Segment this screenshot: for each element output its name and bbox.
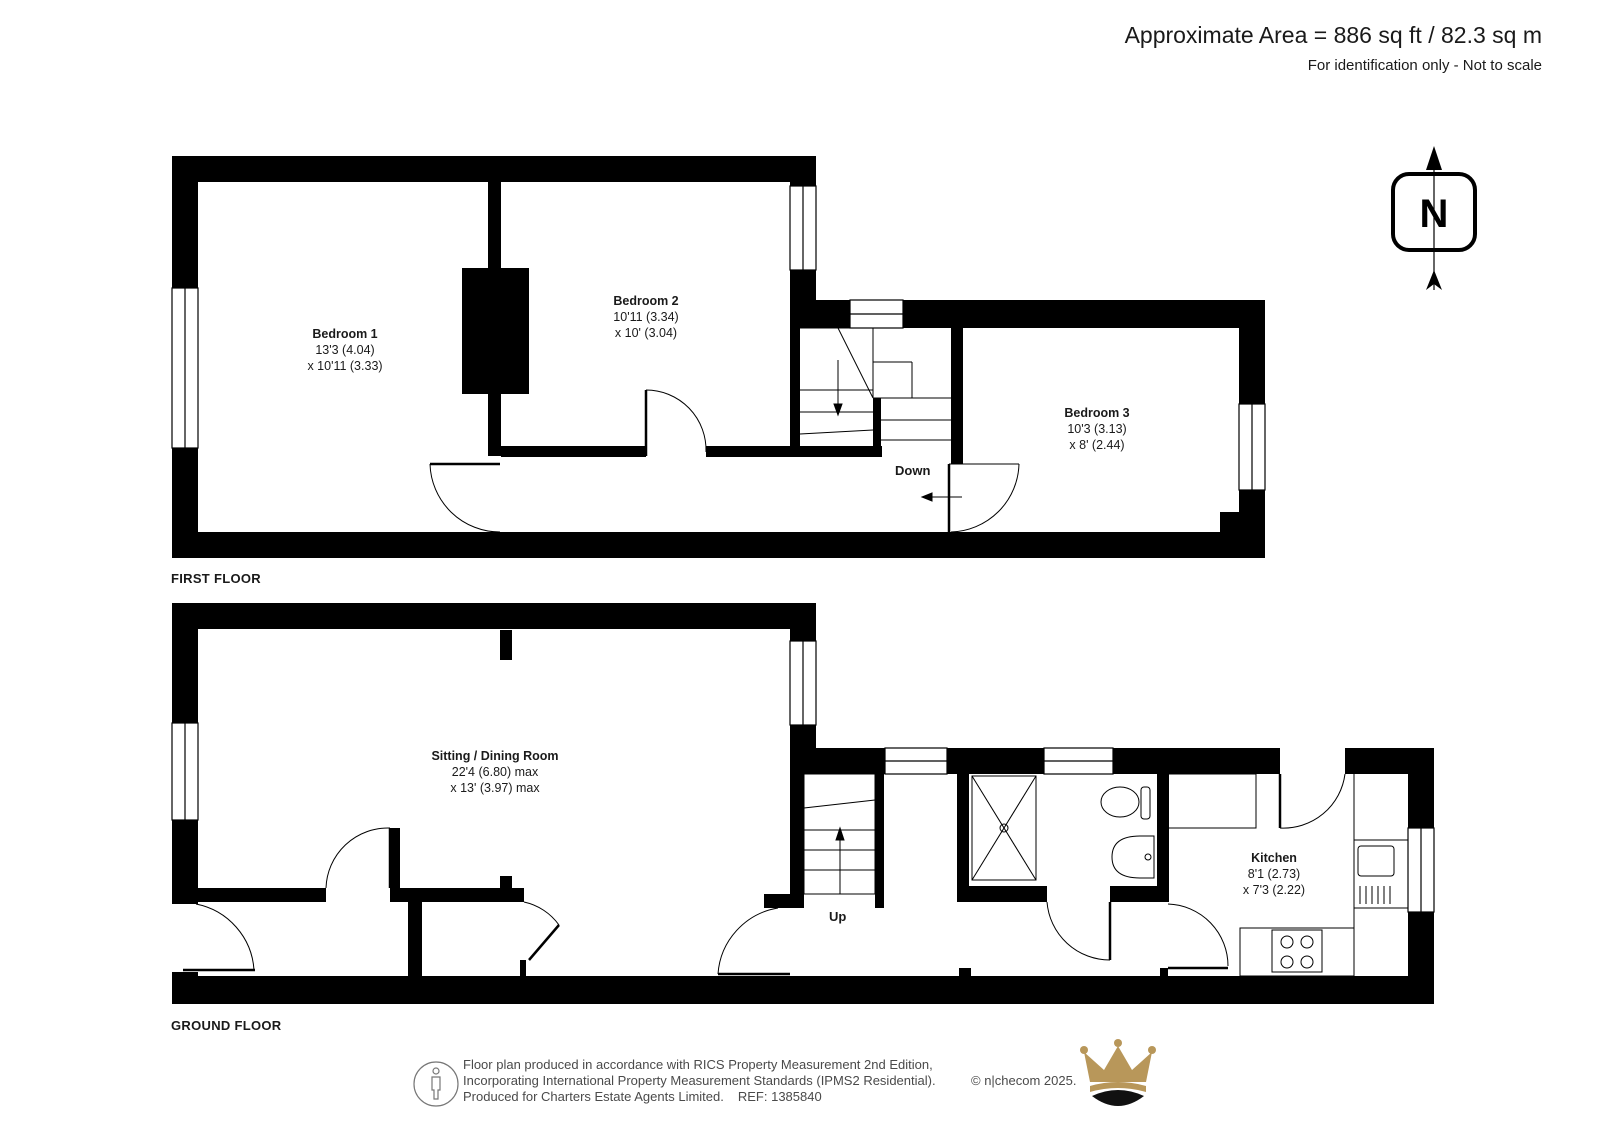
room-bedroom-1 bbox=[270, 326, 420, 374]
room-dimension: 8'1 (2.73) bbox=[1247, 867, 1301, 881]
footer-line-2: Incorporating International Property Measurement Standards (IPMS2 Residential). bbox=[463, 1073, 936, 1088]
room-name: Bedroom 3 bbox=[1064, 406, 1130, 420]
crown-logo-icon bbox=[1080, 1039, 1156, 1106]
room-dimension: x 10'11 (3.33) bbox=[307, 359, 383, 373]
person-icon bbox=[414, 1062, 458, 1106]
north-arrow-icon bbox=[1393, 146, 1475, 290]
approximate-area: Approximate Area = 886 sq ft / 82.3 sq m bbox=[1124, 22, 1542, 48]
footer-notes bbox=[463, 1057, 936, 1105]
room-dimension: x 7'3 (2.22) bbox=[1242, 883, 1306, 897]
room-dimension: x 10' (3.04) bbox=[614, 326, 678, 340]
room-dimension: 13'3 (4.04) bbox=[315, 343, 375, 357]
footer-line-1: Floor plan produced in accordance with RICS Property Measurement 2nd Edition, bbox=[463, 1057, 933, 1072]
toilet-icon bbox=[1101, 787, 1139, 817]
room-name: Bedroom 1 bbox=[312, 327, 378, 341]
bathroom-fixtures bbox=[972, 776, 1154, 880]
room-name: Sitting / Dining Room bbox=[431, 749, 559, 763]
sink-icon bbox=[1354, 840, 1408, 908]
footer-line-3 bbox=[463, 1089, 936, 1105]
footer-produced-for: Produced for Charters Estate Agents Limited. bbox=[463, 1089, 724, 1104]
room-name: Bedroom 2 bbox=[613, 294, 679, 308]
room-kitchen bbox=[1214, 850, 1334, 898]
room-sitting-dining bbox=[400, 748, 590, 796]
room-name: Kitchen bbox=[1251, 851, 1297, 865]
ground-floor-stairs bbox=[804, 774, 875, 894]
identification-note: For identification only - Not to scale bbox=[1307, 57, 1542, 74]
compass-letter: N bbox=[1419, 192, 1449, 236]
hob-icon bbox=[1272, 930, 1322, 972]
footer-ref: REF: 1385840 bbox=[737, 1089, 822, 1104]
room-dimension: 10'3 (3.13) bbox=[1067, 422, 1127, 436]
room-bedroom-3 bbox=[1022, 405, 1172, 453]
copyright-text: © n|checom 2025. bbox=[971, 1073, 1077, 1088]
first-floor-label: FIRST FLOOR bbox=[171, 571, 261, 586]
stairs-down-label: Down bbox=[895, 463, 931, 478]
room-dimension: x 8' (2.44) bbox=[1069, 438, 1125, 452]
basin-icon bbox=[1112, 836, 1154, 878]
stairs-up-label: Up bbox=[829, 909, 847, 924]
room-dimension: 10'11 (3.34) bbox=[613, 310, 679, 324]
room-dimension: 22'4 (6.80) max bbox=[451, 765, 539, 779]
ground-floor-label: GROUND FLOOR bbox=[171, 1018, 282, 1033]
ground-floor-doors bbox=[183, 774, 1345, 974]
room-dimension: x 13' (3.97) max bbox=[450, 781, 540, 795]
first-floor-doors bbox=[430, 390, 1019, 532]
room-bedroom-2 bbox=[571, 293, 721, 341]
